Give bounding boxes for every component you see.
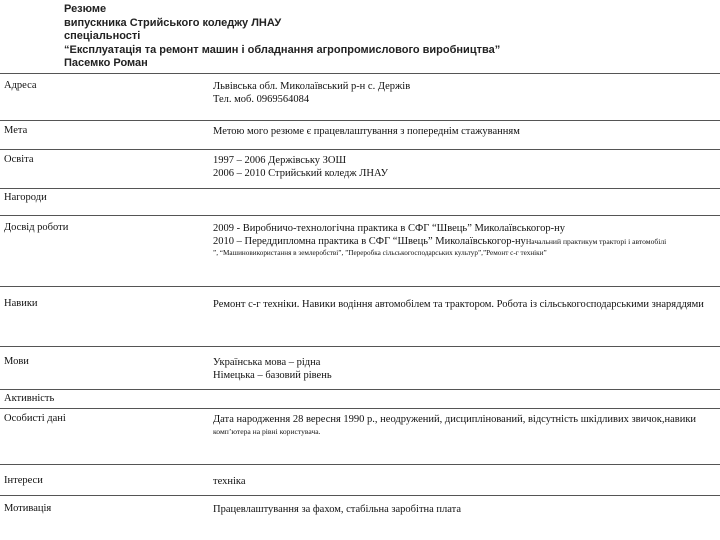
address-label: Адреса [4,80,37,91]
education-line: 2006 – 2010 Стрийський коледж ЛНАУ [213,168,389,179]
divider [0,286,720,287]
skills-text: Ремонт с-г техніки. Навики водіння автомобілем та трактором. Робота із сільськогосподарськими знаряддями [213,299,704,310]
divider [0,389,720,390]
education-label: Освіта [4,154,34,165]
header-specialty: “Експлуатація та ремонт машин і обладнання агропромислового виробництва” [64,43,501,56]
divider [0,73,720,74]
divider [0,120,720,121]
languages-label: Мови [4,356,29,367]
header-specialty-label: спеціальності [64,30,141,43]
divider [0,149,720,150]
divider [0,215,720,216]
divider [0,464,720,465]
divider [0,346,720,347]
experience-line [213,235,713,248]
address-content [213,80,713,106]
experience-content [213,222,713,259]
motivation-label: Мотивація [4,503,52,514]
header-name: Пасемко Роман [64,57,148,70]
personal-label: Особисті дані [4,413,66,424]
education-content [213,154,713,180]
languages-content [213,356,713,382]
personal-line: комп’ютера на рівні користувача. [213,427,321,436]
interests-label: Інтереси [4,475,43,486]
motivation-content [213,503,713,516]
skills-content [213,298,713,311]
phone-line: Тел. моб. 0969564084 [213,94,310,105]
education-line: 1997 – 2006 Держівську ЗОШ [213,155,347,166]
language-line: Німецька – базовий рівень [213,370,332,381]
language-line: Українська мова – рідна [213,357,321,368]
skills-label: Навики [4,298,38,309]
divider [0,188,720,189]
address-line: Львівська обл. Миколаївський р-н с. Держів [213,81,411,92]
header-title: Резюме [64,3,107,15]
activity-label: Активність [4,393,55,404]
interests-content [213,475,713,488]
experience-line-main: 2010 – Переддипломна практика в СФГ “Швець” Миколаївськогор-ну [213,236,526,247]
experience-line: 2009 - Виробничо-технологічна практика в СФГ “Швець” Миколаївськогор-ну [213,223,566,234]
experience-label: Досвід роботи [4,222,69,233]
goal-text: Метою мого резюме є працевлаштування з попереднім стажуванням [213,126,520,137]
interests-text: техніка [213,476,246,487]
experience-courses: ”, “Машиновикористання в землеробстві”, ”Переробка сільськогосподарських культур”,”Ремонт с-г техніки” [213,249,547,257]
awards-label: Нагороди [4,192,47,203]
divider [0,495,720,496]
goal-content [213,125,713,138]
header-graduate: випускника Стрийського коледжу ЛНАУ [64,16,282,29]
experience-line-small: Начальний практикум тракторі і автомобілі [525,237,667,246]
personal-content [213,413,713,437]
personal-line: Дата народження 28 вересня 1990 р., неодружений, дисциплінований, відсутність шкідливих звичок,навики [213,414,697,425]
motivation-text: Працевлаштування за фахом, стабільна заробітна плата [213,504,462,515]
resume-header [64,3,500,71]
divider [0,408,720,409]
goal-label: Мета [4,125,28,136]
